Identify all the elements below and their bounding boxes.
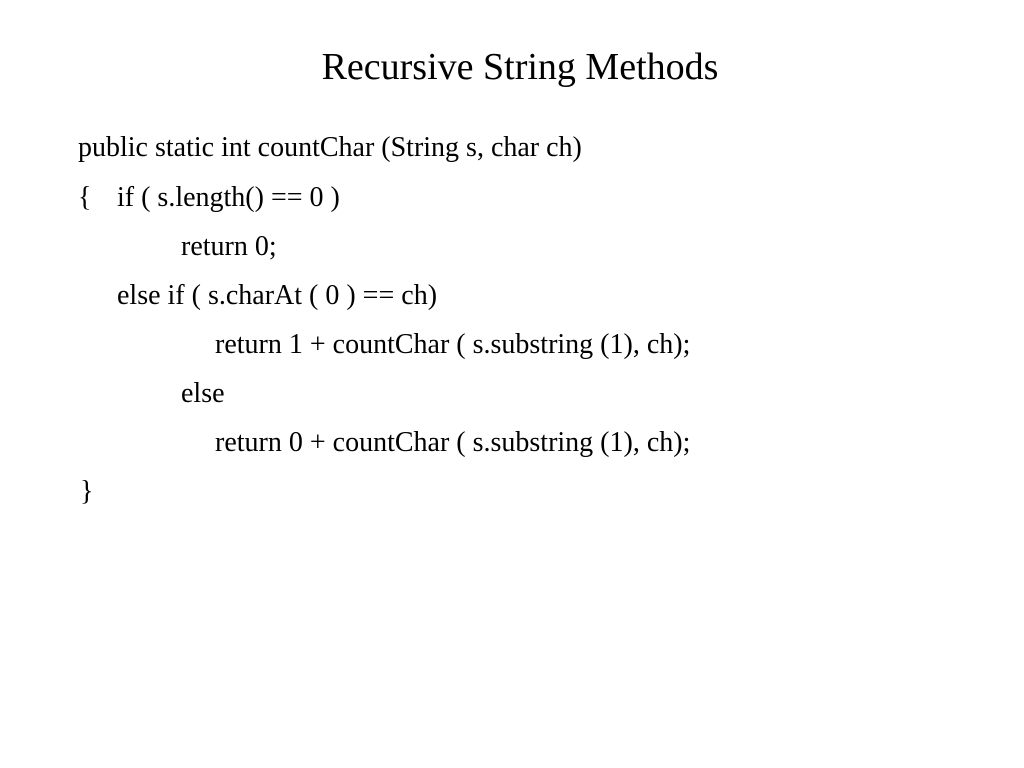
return-zero-plus-line: return 0 + countChar ( s.substring (1), ch);: [215, 427, 691, 458]
open-brace: {: [78, 182, 92, 213]
method-signature: public static int countChar (String s, char ch): [78, 132, 582, 163]
else-line: else: [181, 378, 225, 409]
if-condition-line: if ( s.length() == 0 ): [117, 182, 340, 213]
slide-title: Recursive String Methods: [321, 46, 719, 88]
return-zero-line: return 0;: [181, 231, 277, 262]
return-one-plus-line: return 1 + countChar ( s.substring (1), ch);: [215, 329, 691, 360]
else-if-line: else if ( s.charAt ( 0 ) == ch): [117, 280, 438, 311]
close-brace: }: [80, 476, 94, 507]
